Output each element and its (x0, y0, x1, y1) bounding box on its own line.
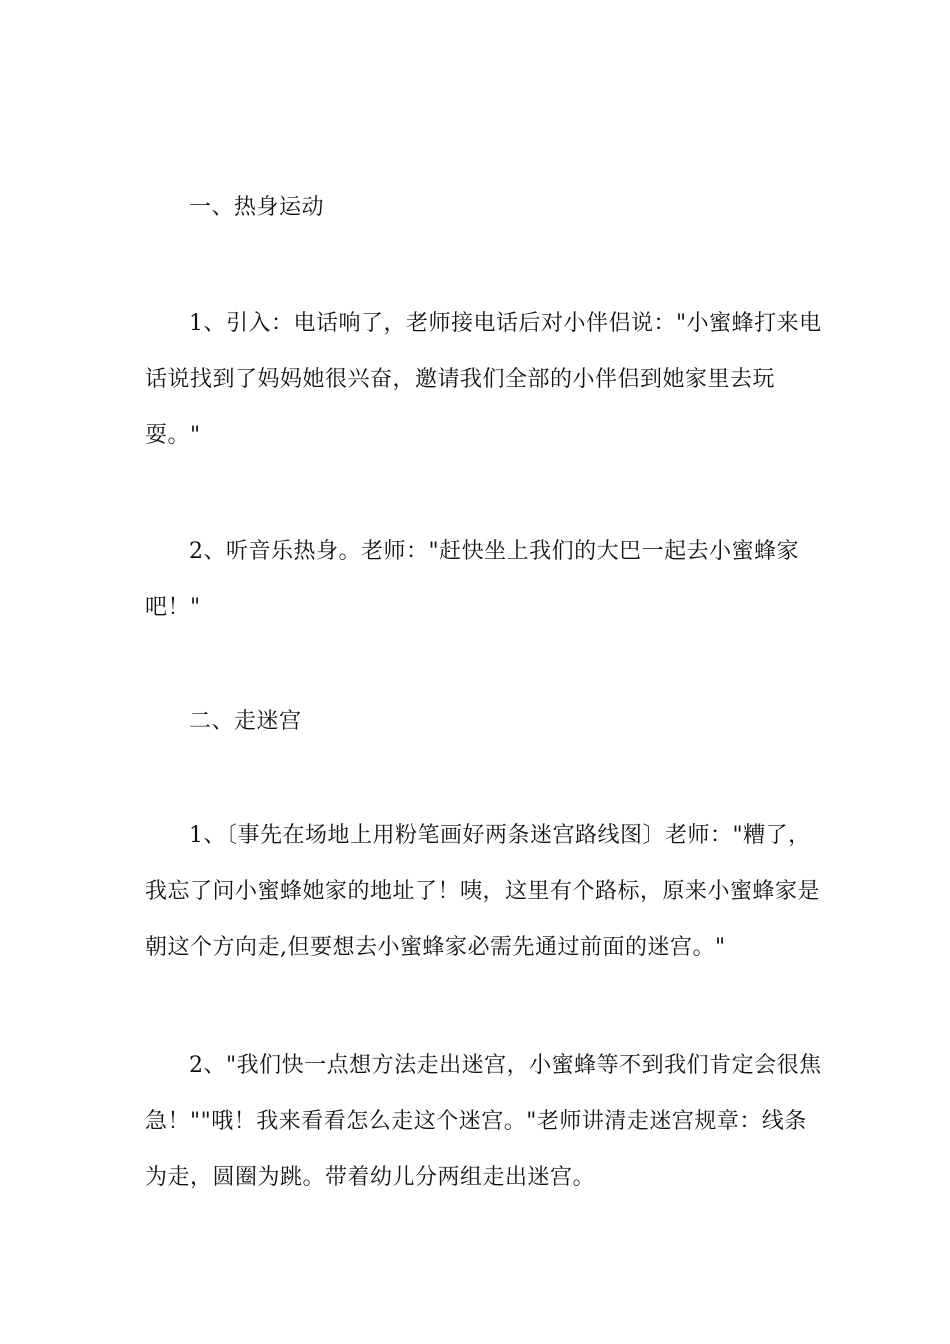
paragraph-maze-setup: 1、〔事先在场地上用粉笔画好两条迷宫路线图〕老师："糟了，我忘了问小蜜蜂她家的地址了！咦，这里有个路标，原来小蜜蜂家是朝这个方向走,但要想去小蜜蜂家必需先通过前面的迷宫。" (145, 823, 821, 960)
section-heading-warmup: 一、热身运动 (189, 195, 325, 220)
section-heading-maze: 二、走迷宫 (189, 709, 302, 734)
paragraph-maze-rules: 2、"我们快一点想方法走出迷宫，小蜜蜂等不到我们肯定会很焦急！""哦！我来看看怎么走这个迷宫。"老师讲清走迷宫规章：线条为走，圆圈为跳。带着幼儿分两组走出迷宫。 (145, 1053, 822, 1190)
paragraph-music-warmup: 2、听音乐热身。老师："赶快坐上我们的大巴一起去小蜜蜂家吧！" (145, 539, 800, 620)
paragraph-introduction: 1、引入：电话响了，老师接电话后对小伴侣说："小蜜蜂打来电话说找到了妈妈她很兴奋，邀请我们全部的小伴侣到她家里去玩耍。" (145, 311, 822, 448)
